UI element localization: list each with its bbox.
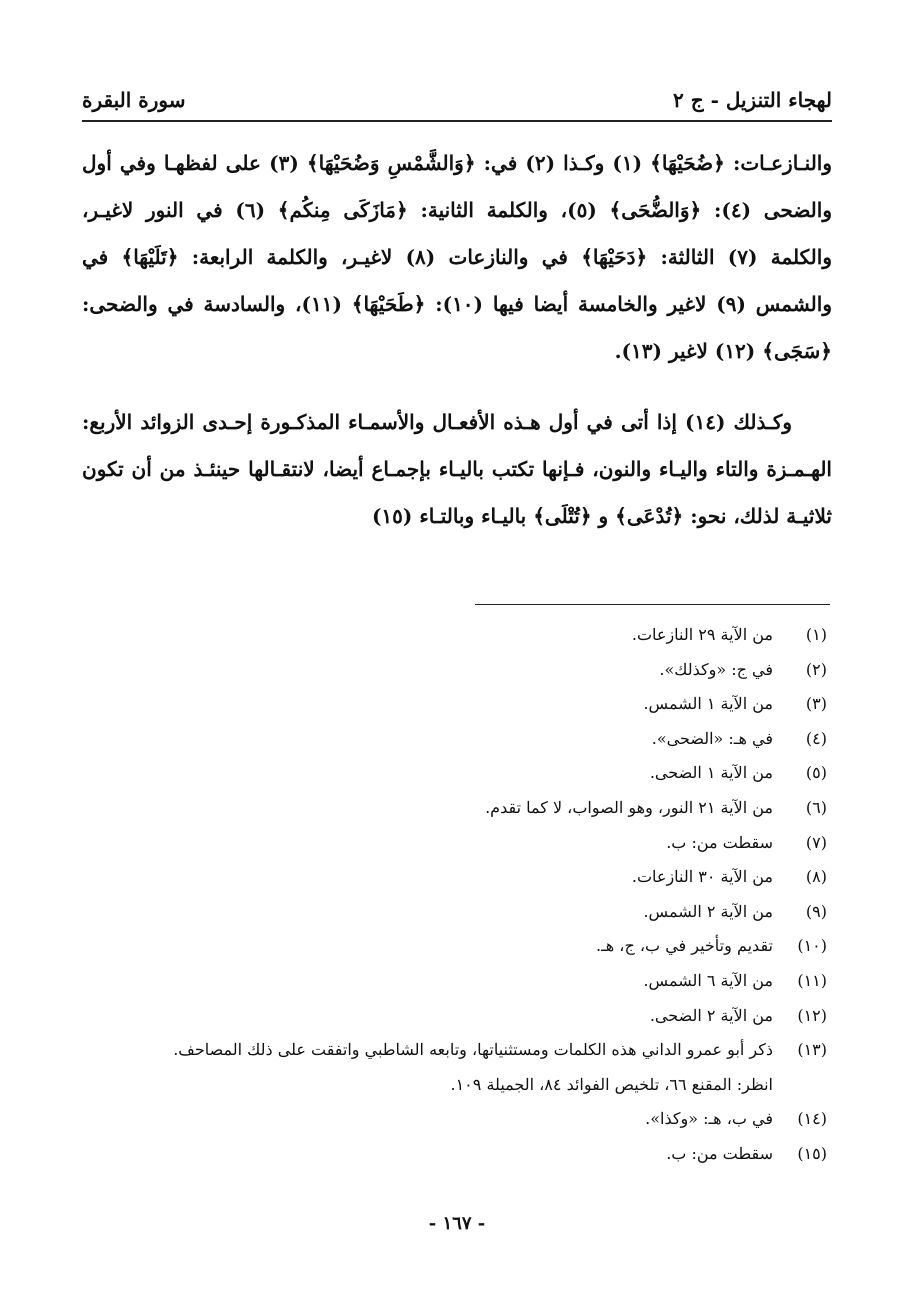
footnote-number: (٥) (805, 763, 827, 783)
footnote-number: (٢) (805, 659, 827, 679)
footnote-number: (١٤) (797, 1109, 827, 1129)
footnote-text: من الآية ٣٠ النازعات. (631, 867, 773, 887)
footnote-3 (82, 687, 827, 722)
footnote-number: (١٢) (797, 1005, 827, 1025)
footnote-number: (٨) (805, 867, 827, 887)
footnote-text: ذكر أبو عمرو الداني هذه الكلمات ومستثنياتها، وتابعه الشاطبي واتفقت على ذلك المصاحف. (173, 1040, 773, 1060)
footnote-15 (82, 1137, 827, 1172)
footnote-number: (٦) (805, 797, 827, 817)
footnote-8 (82, 860, 827, 895)
footnote-5 (82, 756, 827, 791)
footnote-separator (475, 604, 830, 605)
paragraph-2: وكـذلك (١٤) إذا أتى في أول هـذه الأفعـال والأسمـاء المذكـورة إحـدى الزوائد الأربع: الهـمـزة والتاء واليـاء والنون، فـإنها تكتب باليـاء بإجمـاع أيضا، لانتقـالها حينئـذ من أن تكون ثلاثيـة لذلك، نحو: ﴿تُدْعَى﴾ و ﴿تُتْلَى﴾ باليـاء وبالتـاء (١٥) (82, 410, 832, 528)
footnote-text: تقديم وتأخير في ب، ج، هـ. (596, 936, 773, 956)
footnote-text: في ج: «وكذلك». (659, 659, 773, 679)
footnote-4 (82, 722, 827, 757)
footnote-14 (82, 1102, 827, 1137)
footnote-11 (82, 964, 827, 999)
footnote-text: من الآية ١ الشمس. (643, 694, 773, 714)
main-text (82, 140, 832, 540)
page-number: - ١٦٧ - (428, 1213, 486, 1234)
footnote-text: من الآية ٢ الشمس. (643, 901, 773, 921)
footnote-10 (82, 929, 827, 964)
footnote-number: (١١) (797, 970, 827, 990)
footnote-1 (82, 618, 827, 653)
paragraph-1: والنـازعـات: ﴿ضُحَيْهَا﴾ (١) وكـذا (٢) في: ﴿وَالشَّمْسِ وَضُحَيْهَا﴾ (٣) على لفظهـا وفي أول والضحى (٤): ﴿وَالضُّحَى﴾ (٥)، والكلمة الثانية: ﴿مَازَكَى مِنكُم﴾ (٦) في النور لاغيـر، والكلمة (٧) الثالثة: ﴿دَحَيْهَا﴾ في والنازعات (٨) لاغيـر، والكلمة الرابعة: ﴿تَلَيْهَا﴾ في والشمس (٩) لاغير والخامسة أيضا فيها (١٠): ﴿طَحَيْهَا﴾ (١١)، والسادسة في والضحى: ﴿سَجَى﴾ (١٢) لاغير (١٣). (82, 151, 833, 363)
footnote-9 (82, 895, 827, 930)
footnote-number: (١٥) (797, 1143, 827, 1163)
footnote-13 (82, 1033, 827, 1068)
footnote-text: من الآية ١ الضحى. (649, 763, 773, 783)
footnotes (82, 618, 827, 1172)
footnote-number: (٧) (805, 832, 827, 852)
book-title: لهجاء التنزيل - ج ٢ (672, 88, 832, 112)
footnote-text: من الآية ٢٩ النازعات. (631, 625, 773, 644)
footnote-13-continuation (82, 1068, 827, 1103)
footnote-text: في هـ: «الضحى». (651, 728, 773, 748)
footnote-number: (١٣) (797, 1040, 827, 1060)
footnote-text: سقطت من: ب. (666, 1143, 773, 1163)
running-header (82, 72, 832, 122)
footnote-12 (82, 999, 827, 1034)
footnote-text: في ب، هـ: «وكذا». (645, 1109, 773, 1129)
footnote-text: من الآية ٦ الشمس. (643, 970, 773, 990)
surah-name: سورة البقرة (82, 88, 186, 112)
footnote-text: من الآية ٢ الضحى. (649, 1005, 773, 1025)
footnote-text: من الآية ٢١ النور، وهو الصواب، لا كما تقدم. (485, 797, 773, 817)
footnote-2 (82, 653, 827, 688)
footnote-number: (١٠) (797, 936, 827, 956)
footnote-number: (٣) (805, 694, 827, 714)
footnote-7 (82, 826, 827, 861)
footnote-number: (٤) (805, 728, 827, 748)
footnote-number: (١) (805, 625, 827, 644)
footnote-number: (٩) (805, 901, 827, 921)
footnote-text: انظر: المقنع ٦٦، تلخيص الفوائد ٨٤، الجميلة ١٠٩. (450, 1074, 773, 1094)
footnote-6 (82, 791, 827, 826)
footnote-text: سقطت من: ب. (666, 832, 773, 852)
